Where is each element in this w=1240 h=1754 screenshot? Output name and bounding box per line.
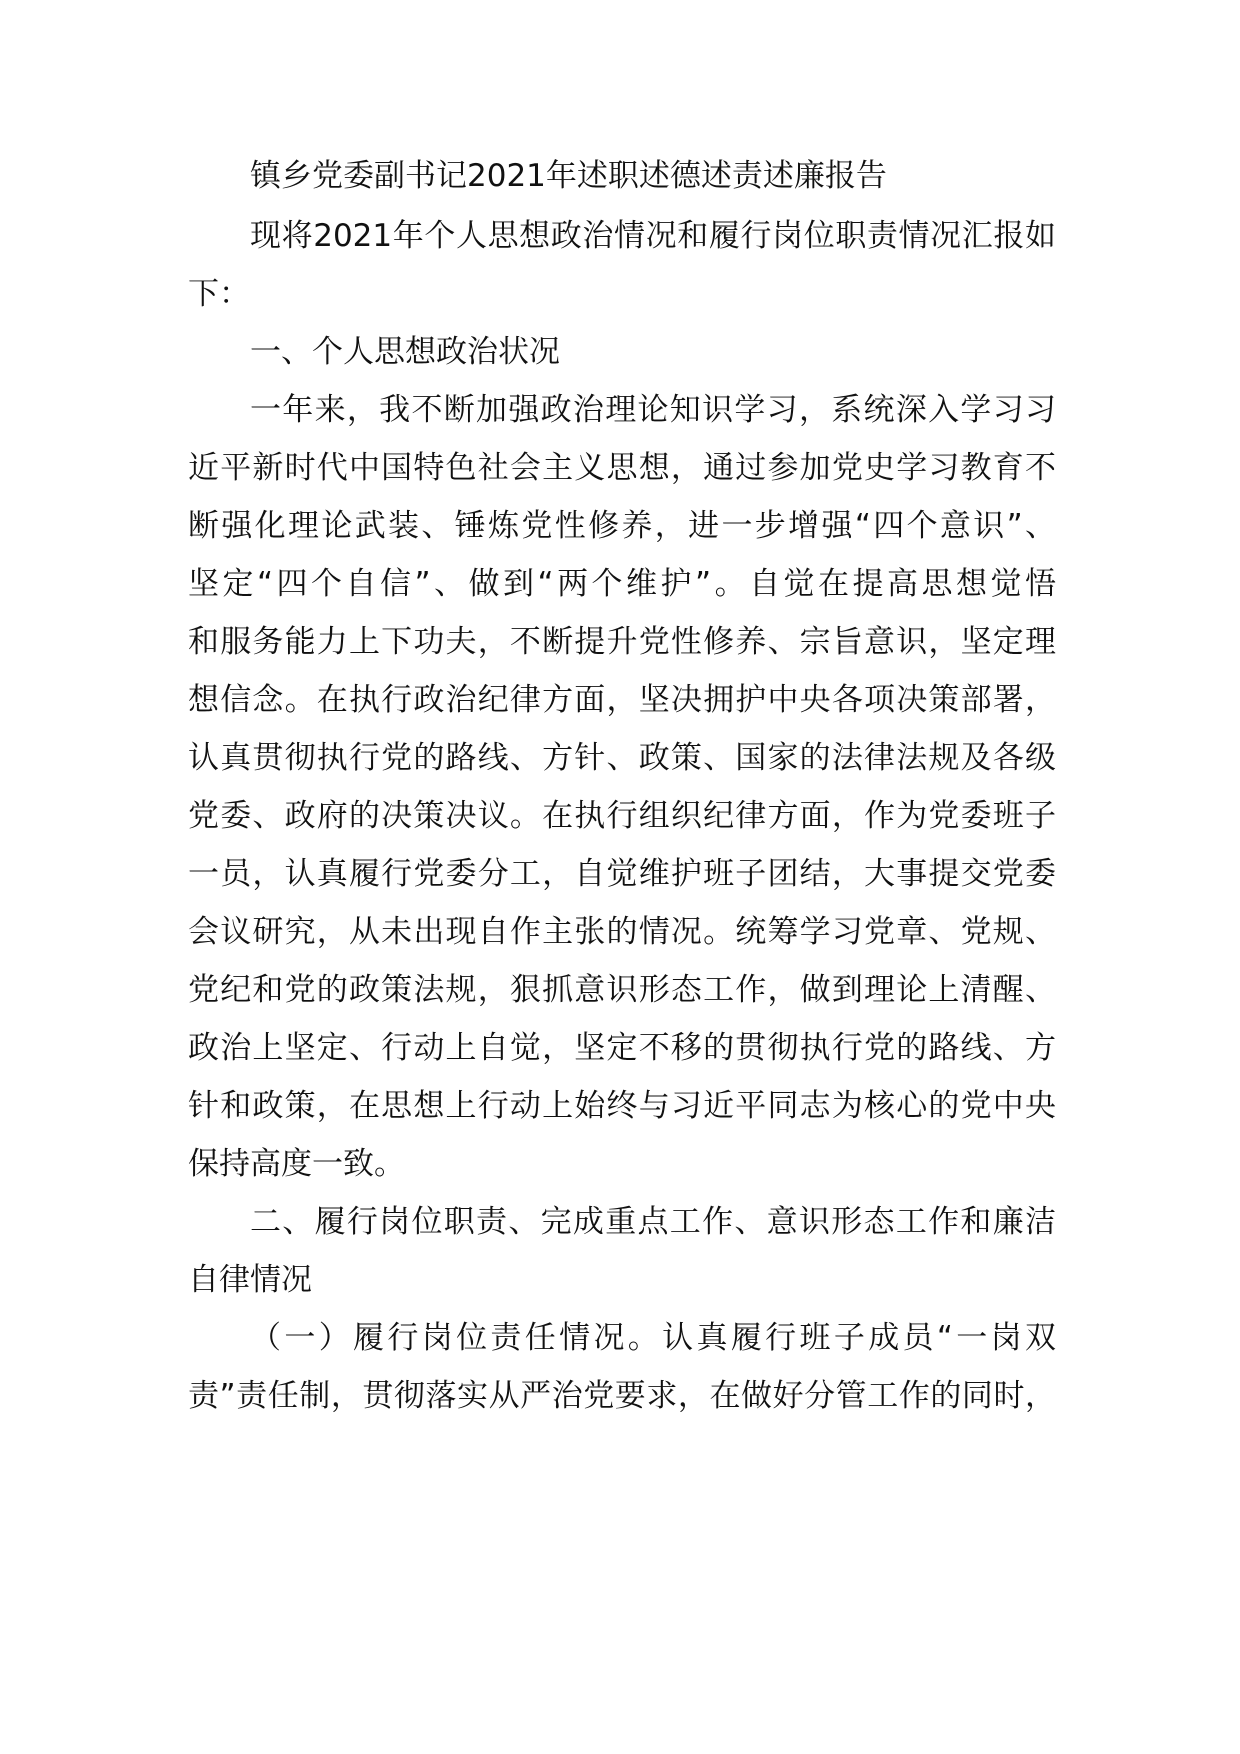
paragraph-line: 断强化理论武装、锤炼党性修养，进一步增强“四个意识”、 [188,508,1056,544]
paragraph-line: 责”责任制，贯彻落实从严治党要求，在做好分管工作的同时， [188,1378,1056,1414]
section-heading: 自律情况 [188,1262,312,1298]
section-heading: 一、个人思想政治状况 [250,334,560,370]
paragraph-line: 现将2021年个人思想政治情况和履行岗位职责情况汇报如 [250,218,1056,254]
paragraph-line: 会议研究，从未出现自作主张的情况。统筹学习党章、党规、 [188,914,1056,950]
paragraph-line: （一）履行岗位责任情况。认真履行班子成员“一岗双 [250,1320,1056,1356]
paragraph-line: 坚定“四个自信”、做到“两个维护”。自觉在提高思想觉悟 [188,566,1056,602]
paragraph-line: 近平新时代中国特色社会主义思想，通过参加党史学习教育不 [188,450,1056,486]
paragraph-line: 认真贯彻执行党的路线、方针、政策、国家的法律法规及各级 [188,740,1056,776]
paragraph-line: 想信念。在执行政治纪律方面，坚决拥护中央各项决策部署， [188,682,1056,718]
document-title: 镇乡党委副书记2021年述职述德述责述廉报告 [250,158,887,194]
paragraph-line: 下： [188,276,250,312]
paragraph-line: 一年来，我不断加强政治理论知识学习，系统深入学习习 [250,392,1056,428]
paragraph-line: 针和政策，在思想上行动上始终与习近平同志为核心的党中央 [188,1088,1056,1124]
paragraph-line: 党纪和党的政策法规，狠抓意识形态工作，做到理论上清醒、 [188,972,1056,1008]
paragraph-line: 和服务能力上下功夫，不断提升党性修养、宗旨意识，坚定理 [188,624,1056,660]
paragraph-line: 一员，认真履行党委分工，自觉维护班子团结，大事提交党委 [188,856,1056,892]
paragraph-line: 保持高度一致。 [188,1146,405,1182]
paragraph-line: 政治上坚定、行动上自觉，坚定不移的贯彻执行党的路线、方 [188,1030,1056,1066]
paragraph-line: 党委、政府的决策决议。在执行组织纪律方面，作为党委班子 [188,798,1056,834]
section-heading: 二、履行岗位职责、完成重点工作、意识形态工作和廉洁 [250,1204,1056,1240]
